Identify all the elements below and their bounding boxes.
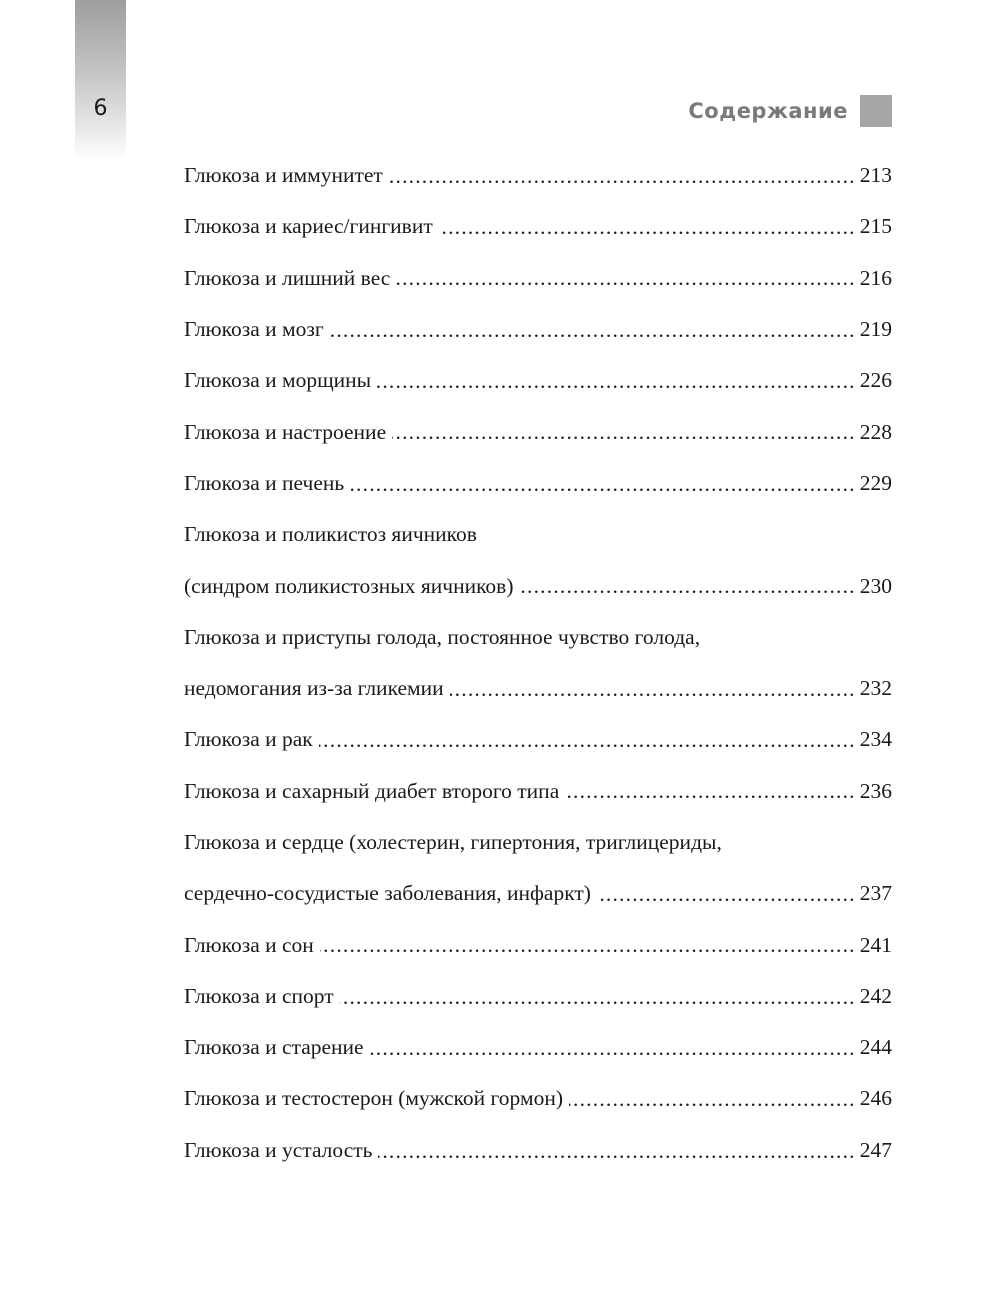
toc-entry-title: недомогания из-за гликемии [184,676,444,701]
toc-dot-leader [378,1141,855,1163]
toc-dot-leader [370,1038,856,1060]
toc-dot-leader [350,474,856,496]
toc-entry-line [184,1073,892,1124]
running-head-square [860,95,892,127]
toc-entry-title: Глюкоза и мозг [184,317,324,342]
toc-entry-line [184,355,892,406]
toc-dot-leader [565,781,856,803]
toc-entry-page: 230 [859,573,892,598]
toc-entry-page: 229 [859,470,892,495]
toc-entry-page: 241 [859,932,892,957]
toc-entry-page: 242 [859,983,892,1008]
toc-dot-leader [569,1089,856,1111]
toc-dot-leader [392,422,856,444]
toc-dot-leader [439,217,856,239]
toc-entry-page: 246 [859,1086,892,1111]
toc-entry-page: 237 [859,881,892,906]
toc-entry-line [184,868,892,919]
toc-dot-leader [396,268,855,290]
toc-entry-page: 215 [859,214,892,239]
toc-entry-line [184,663,892,714]
toc-entry-page: 226 [859,368,892,393]
toc-entry-title: Глюкоза и спорт [184,983,334,1008]
toc-entry-line [184,406,892,457]
toc-entry-line [184,714,892,765]
table-of-contents [184,150,892,1176]
toc-entry-page: 219 [859,317,892,342]
toc-entry-title: (синдром поликистозных яичников) [184,573,514,598]
toc-entry-title: Глюкоза и настроение [184,419,387,444]
toc-entry-title: Глюкоза и сердце (холестерин, гипертония, триглицериды, [184,830,722,854]
toc-entry-line [184,919,892,970]
toc-entry-title: Глюкоза и приступы голода, постоянное чувство голода, [184,624,701,649]
toc-entry-page: 216 [859,265,892,290]
toc-entry-title: Глюкоза и сахарный диабет второго типа [184,778,560,803]
toc-entry-line [184,509,892,560]
toc-entry-line [184,1125,892,1176]
toc-entry-page: 234 [859,727,892,752]
toc-entry-line [184,817,892,868]
toc-entry-line [184,458,892,509]
toc-entry-line [184,304,892,355]
toc-entry-title: Глюкоза и рак [184,727,313,752]
toc-entry-page: 244 [859,1035,892,1060]
toc-dot-leader [319,730,856,752]
toc-entry-title: Глюкоза и печень [184,470,345,495]
toc-entry-title: Глюкоза и кариес/гингивит [184,214,433,239]
toc-entry-line [184,612,892,663]
toc-entry-title: Глюкоза и лишний вес [184,265,391,290]
page-tab [75,0,126,160]
toc-entry-page: 213 [859,163,892,188]
running-head-title: Содержание [688,99,848,123]
toc-entry-line [184,971,892,1022]
toc-entry-page: 228 [859,419,892,444]
toc-dot-leader [330,320,856,342]
toc-entry-line [184,1022,892,1073]
toc-dot-leader [320,935,856,957]
toc-entry-line [184,766,892,817]
toc-entry-line [184,560,892,611]
toc-entry-title: Глюкоза и морщины [184,368,372,393]
toc-entry-line [184,253,892,304]
toc-entry-title: Глюкоза и усталость [184,1137,373,1162]
toc-entry-page: 232 [859,676,892,701]
toc-entry-title: Глюкоза и старение [184,1035,364,1060]
running-head [688,95,892,127]
toc-entry-line [184,201,892,252]
page-number: 6 [93,96,108,121]
toc-dot-leader [597,884,856,906]
toc-entry-line [184,150,892,201]
toc-entry-title: Глюкоза и иммунитет [184,163,383,188]
toc-dot-leader [450,679,856,701]
toc-entry-page: 236 [859,778,892,803]
toc-entry-title: Глюкоза и сон [184,932,314,957]
toc-entry-page: 247 [859,1137,892,1162]
toc-entry-title: Глюкоза и тестостерон (мужской гормон) [184,1086,563,1111]
toc-entry-title: сердечно-сосудистые заболевания, инфаркт) [184,881,591,906]
toc-entry-title: Глюкоза и поликистоз яичников [184,522,477,547]
toc-dot-leader [389,166,856,188]
toc-dot-leader [377,371,856,393]
toc-dot-leader [520,576,856,598]
toc-dot-leader [340,987,856,1009]
